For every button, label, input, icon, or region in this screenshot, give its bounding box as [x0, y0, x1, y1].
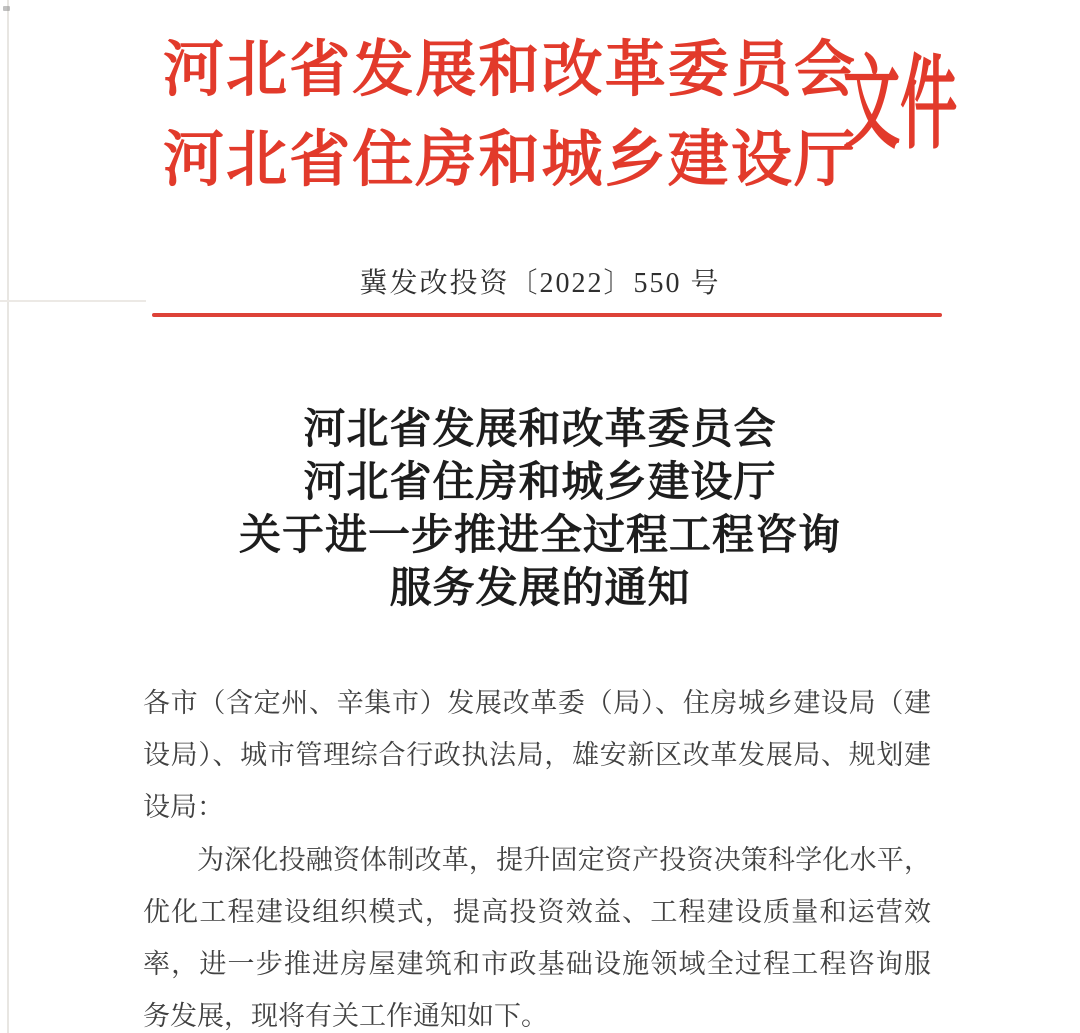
letterhead-agency-line-1: 河北省发展和改革委员会 — [163, 37, 855, 104]
title-line-3: 关于进一步推进全过程工程咨询 — [238, 513, 841, 559]
title-line-1: 河北省发展和改革委员会 — [303, 407, 777, 453]
body-text-line: 各市（含定州、辛集市）发展改革委（局）、住房城乡建设局（建 — [143, 688, 931, 718]
scan-artifact-speck — [3, 6, 10, 11]
red-separator-rule — [152, 313, 942, 317]
body-text-line: 设局）、城市管理综合行政执法局，雄安新区改革发展局、规划建 — [143, 740, 931, 770]
body-paragraph-intro — [143, 834, 931, 1033]
letterhead — [163, 26, 855, 206]
body-text-line: 为深化投融资体制改革，提升固定资产投资决策科学化水平， — [197, 845, 931, 875]
title-line-4: 服务发展的通知 — [389, 566, 691, 612]
body-text-line: 优化工程建设组织模式，提高投资效益、工程建设质量和运营效 — [143, 897, 931, 927]
body-text-line: 率，进一步推进房屋建筑和市政基础设施领域全过程工程咨询服 — [143, 949, 931, 979]
document-title — [0, 404, 1080, 616]
letterhead-agency-line-2: 河北省住房和城乡建设厅 — [163, 127, 855, 194]
title-line-2: 河北省住房和城乡建设厅 — [303, 460, 777, 506]
body-text-line: 设局： — [143, 792, 224, 822]
document-number: 冀发改投资〔2022〕550 号 — [359, 268, 721, 299]
body-paragraph-recipients — [143, 677, 931, 833]
body-text-line: 务发展，现将有关工作通知如下。 — [143, 1001, 548, 1031]
letterhead-doc-type-label: 文件 — [843, 49, 958, 162]
